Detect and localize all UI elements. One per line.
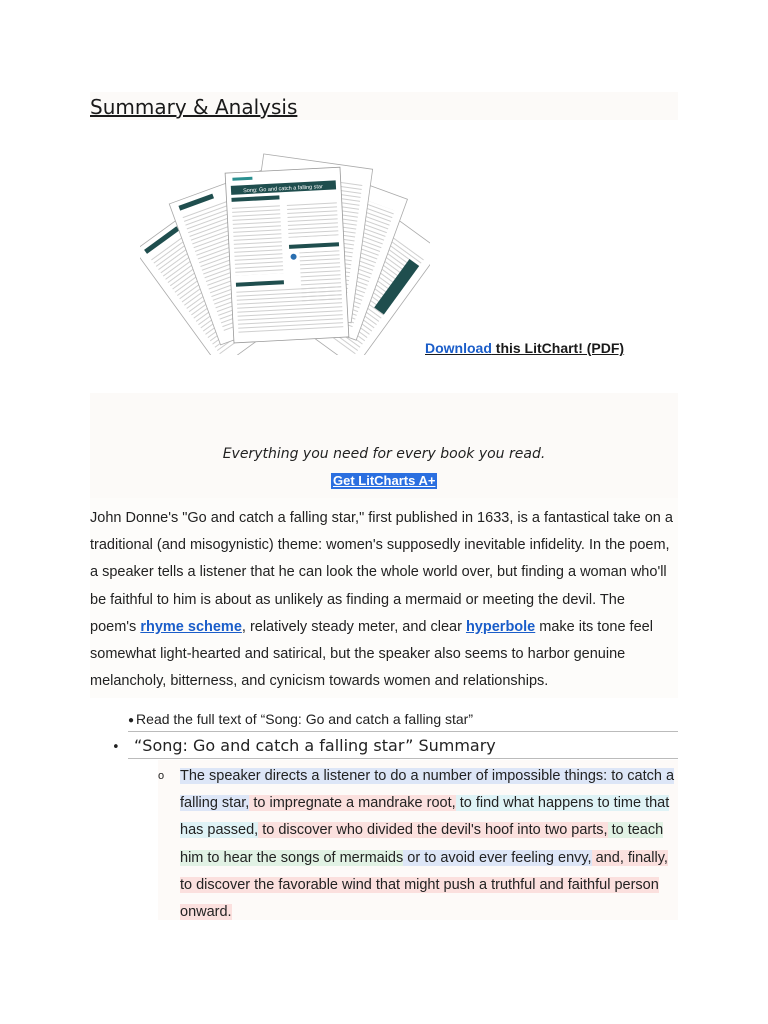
hyperbole-link[interactable]: hyperbole — [465, 618, 536, 635]
summary-segment: to find what happens to time that has passed, — [180, 795, 670, 839]
get-litcharts-button[interactable]: Get LitCharts A+ — [333, 473, 436, 488]
divider — [128, 731, 678, 732]
intro-text-3: make its tone feel somewhat light-hearted and satirical, but the speaker also seems to harbor genuine melancholy, bitterness, and cynicism towards women and relationships. — [90, 618, 653, 690]
pdf-header-title: Song: Go and catch a falling star — [243, 184, 324, 195]
summary-segment: or to avoid ever feeling envy, — [403, 849, 592, 866]
summary-paragraph — [180, 763, 675, 926]
divider — [128, 758, 678, 759]
download-litchart-link[interactable] — [425, 340, 624, 356]
bullet-icon: ● — [128, 715, 135, 726]
summary-segment: to impregnate a mandrake root, — [249, 795, 456, 812]
summary-segment: to teach him to hear the songs of mermaids — [180, 822, 664, 866]
read-full-text-item[interactable] — [128, 711, 473, 727]
summary-segment: to discover who divided the devil's hoof into two parts, — [258, 822, 608, 839]
summary-segment: and, finally, to discover the favorable wind that might push a truthful and faithful person onward. — [180, 849, 668, 921]
download-label: Download — [425, 340, 492, 356]
summary-heading: “Song: Go and catch a falling star” Summary — [134, 736, 496, 755]
promo-banner — [90, 393, 678, 498]
page-title: Summary & Analysis — [90, 95, 298, 119]
page-sheet-front — [225, 167, 349, 343]
intro-text-1: John Donne's "Go and catch a falling star," first published in 1633, is a fantastical take on a traditional (and misogynistic) theme: women's supposedly inevitable infidelity. In the poem, a speaker tells a listener that he can look the whole world over, but finding a woman who'll be faithful to him is about as unlikely as finding a mermaid or meeting the devil. The poem's — [90, 510, 673, 635]
rhyme-scheme-link[interactable]: rhyme scheme — [140, 618, 242, 635]
promo-tagline: Everything you need for every book you read. — [222, 446, 546, 462]
read-full-text-link[interactable]: Read the full text of “Song: Go and catch a falling star” — [136, 711, 474, 727]
intro-text-2: , relatively steady meter, and clear — [241, 618, 466, 635]
download-rest-label: this LitChart! (PDF) — [491, 340, 625, 356]
summary-segment: The speaker directs a listener to do a number of impossible things: to catch a falling star, — [180, 768, 675, 812]
summary-heading-item[interactable] — [112, 736, 496, 755]
intro-paragraph — [90, 505, 675, 695]
bullet-icon: • — [112, 740, 120, 755]
litchart-pdf-preview-image[interactable] — [140, 145, 430, 355]
circle-bullet-icon: o — [158, 770, 165, 782]
